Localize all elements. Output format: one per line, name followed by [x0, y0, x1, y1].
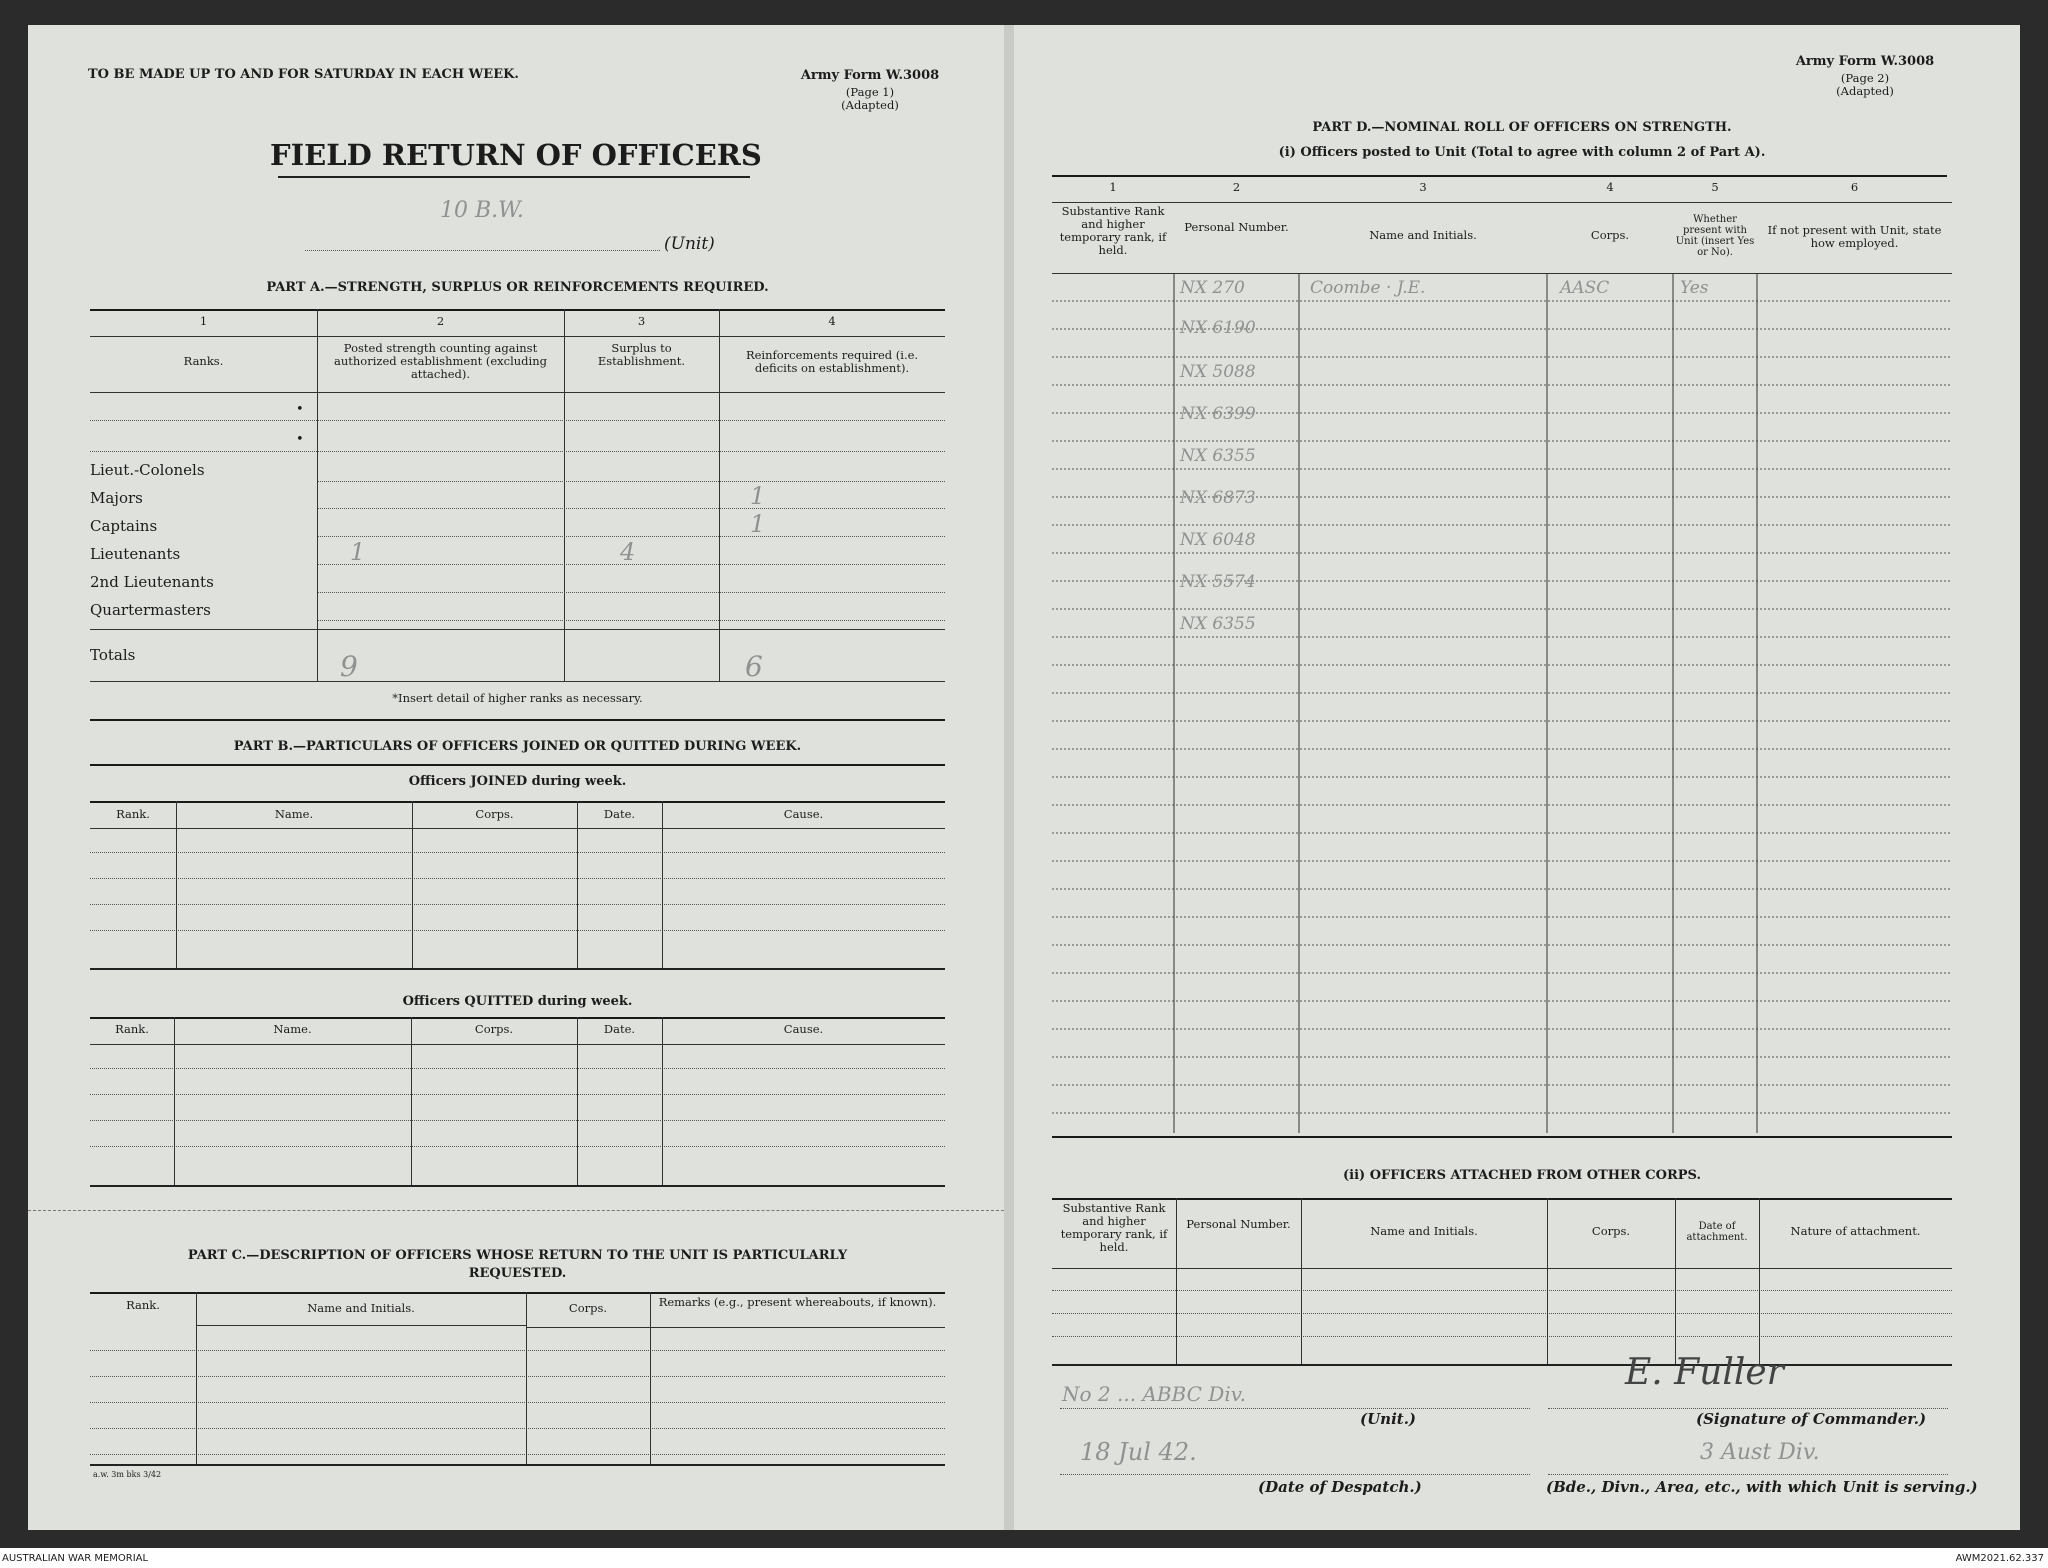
header-instruction: TO BE MADE UP TO AND FOR SATURDAY IN EACH WEEK.	[88, 67, 519, 82]
hw-total-reinf: 6	[745, 650, 763, 683]
hw-roll-1-corps: AASC	[1560, 278, 1610, 298]
hw-roll-6: NX 6873	[1180, 488, 1256, 508]
part-d-col-employed: If not present with Unit, state how employed.	[1767, 223, 1942, 250]
hw-lieutenants-posted: 1	[350, 538, 366, 566]
form-number-left: Army Form W.3008	[800, 68, 940, 83]
hw-roll-8: NX 5574	[1180, 572, 1256, 592]
part-a-title: PART A.—STRENGTH, SURPLUS OR REINFORCEMENTS REQUIRED.	[266, 280, 769, 295]
hw-roll-1-name: Coombe · J.E.	[1310, 278, 1426, 298]
rank-captains: Captains	[90, 517, 158, 535]
hw-roll-3: NX 5088	[1180, 362, 1256, 382]
hw-bde: 3 Aust Div.	[1700, 1440, 1820, 1465]
part-d-col-name: Name and Initials.	[1369, 228, 1477, 242]
part-d-col-corps: Corps.	[1590, 228, 1630, 242]
hw-total-posted: 9	[340, 650, 358, 683]
commander-signature: E. Fuller	[1625, 1352, 1784, 1393]
form-number-right: Army Form W.3008	[1795, 54, 1935, 69]
joined-title: Officers JOINED during week.	[408, 774, 627, 789]
part-a-col-posted: Posted strength counting against authorized establishment (excluding attached).	[334, 341, 547, 381]
part-d-col-personal-number: Personal Number.	[1184, 220, 1289, 234]
part-c-title-2: REQUESTED.	[468, 1266, 567, 1281]
part-a-footnote: *Insert detail of higher ranks as necessary.	[392, 691, 643, 705]
hw-roll-1: NX 270	[1180, 278, 1245, 298]
part-a-col-ranks: Ranks.	[183, 354, 224, 368]
unit-handwriting: 10 B.W.	[440, 198, 524, 223]
despatch-label: (Date of Despatch.)	[1258, 1478, 1422, 1496]
adapted-left: (Adapted)	[841, 98, 899, 112]
adapted-right: (Adapted)	[1836, 84, 1894, 98]
signature-label: (Signature of Commander.)	[1696, 1410, 1927, 1428]
footer-left: AUSTRALIAN WAR MEMORIAL	[2, 1553, 149, 1564]
rank-majors: Majors	[90, 489, 143, 507]
page-title: FIELD RETURN OF OFFICERS	[270, 138, 762, 172]
rank-2nd-lieutenants: 2nd Lieutenants	[90, 573, 214, 591]
page-number-right: (Page 2)	[1840, 71, 1890, 85]
page-number-left: (Page 1)	[845, 85, 895, 99]
part-a-col-reinforcements: Reinforcements required (i.e. deficits on establishment).	[745, 348, 919, 375]
hw-roll-5: NX 6355	[1180, 446, 1256, 466]
archive-footer	[0, 1548, 2048, 1568]
unit-label: (Unit)	[664, 234, 715, 254]
hw-roll-7: NX 6048	[1180, 530, 1256, 550]
print-code: a.w. 3m bks 3/42	[93, 1470, 162, 1479]
part-d-col-rank: Substantive Rank and higher temporary rank, if held.	[1059, 204, 1167, 257]
hw-roll-9: NX 6355	[1180, 614, 1256, 634]
totals-label: Totals	[90, 646, 136, 664]
hw-unit: No 2 ... ABBC Div.	[1062, 1382, 1246, 1406]
part-c-title-1: PART C.—DESCRIPTION OF OFFICERS WHOSE RETURN TO THE UNIT IS PARTICULARLY	[187, 1248, 848, 1263]
hw-lieutenants-surplus: 4	[620, 538, 636, 566]
rank-lieut-colonels: Lieut.-Colonels	[90, 461, 205, 479]
page-fold	[1004, 25, 1014, 1530]
part-d-sub-i: (i) Officers posted to Unit (Total to agree with column 2 of Part A).	[1278, 145, 1766, 160]
bde-label: (Bde., Divn., Area, etc., with which Unit is serving.)	[1546, 1478, 1978, 1496]
part-d-col-present: Whether present with Unit (insert Yes or No).	[1675, 214, 1755, 258]
hw-captains-reinf: 1	[750, 510, 766, 538]
hw-roll-2: NX 6190	[1180, 318, 1256, 338]
part-d-roll-grid	[1052, 273, 1952, 1133]
rank-lieutenants: Lieutenants	[90, 545, 181, 563]
footer-right: AWM2021.62.337	[1955, 1553, 2044, 1564]
part-d-title: PART D.—NOMINAL ROLL OF OFFICERS ON STRENGTH.	[1312, 120, 1732, 135]
hw-roll-1-present: Yes	[1680, 278, 1709, 298]
hw-despatch-date: 18 Jul 42.	[1080, 1438, 1197, 1466]
part-b-title: PART B.—PARTICULARS OF OFFICERS JOINED OR QUITTED DURING WEEK.	[233, 739, 802, 754]
hw-majors-reinf: 1	[750, 482, 766, 510]
part-d-sub-ii: (ii) OFFICERS ATTACHED FROM OTHER CORPS.	[1342, 1168, 1701, 1183]
rank-quartermasters: Quartermasters	[90, 601, 211, 619]
part-a-col-surplus: Surplus to Establishment.	[597, 341, 686, 368]
unit-label-right: (Unit.)	[1360, 1410, 1417, 1428]
hw-roll-4: NX 6399	[1180, 404, 1256, 424]
quitted-title: Officers QUITTED during week.	[402, 994, 633, 1009]
